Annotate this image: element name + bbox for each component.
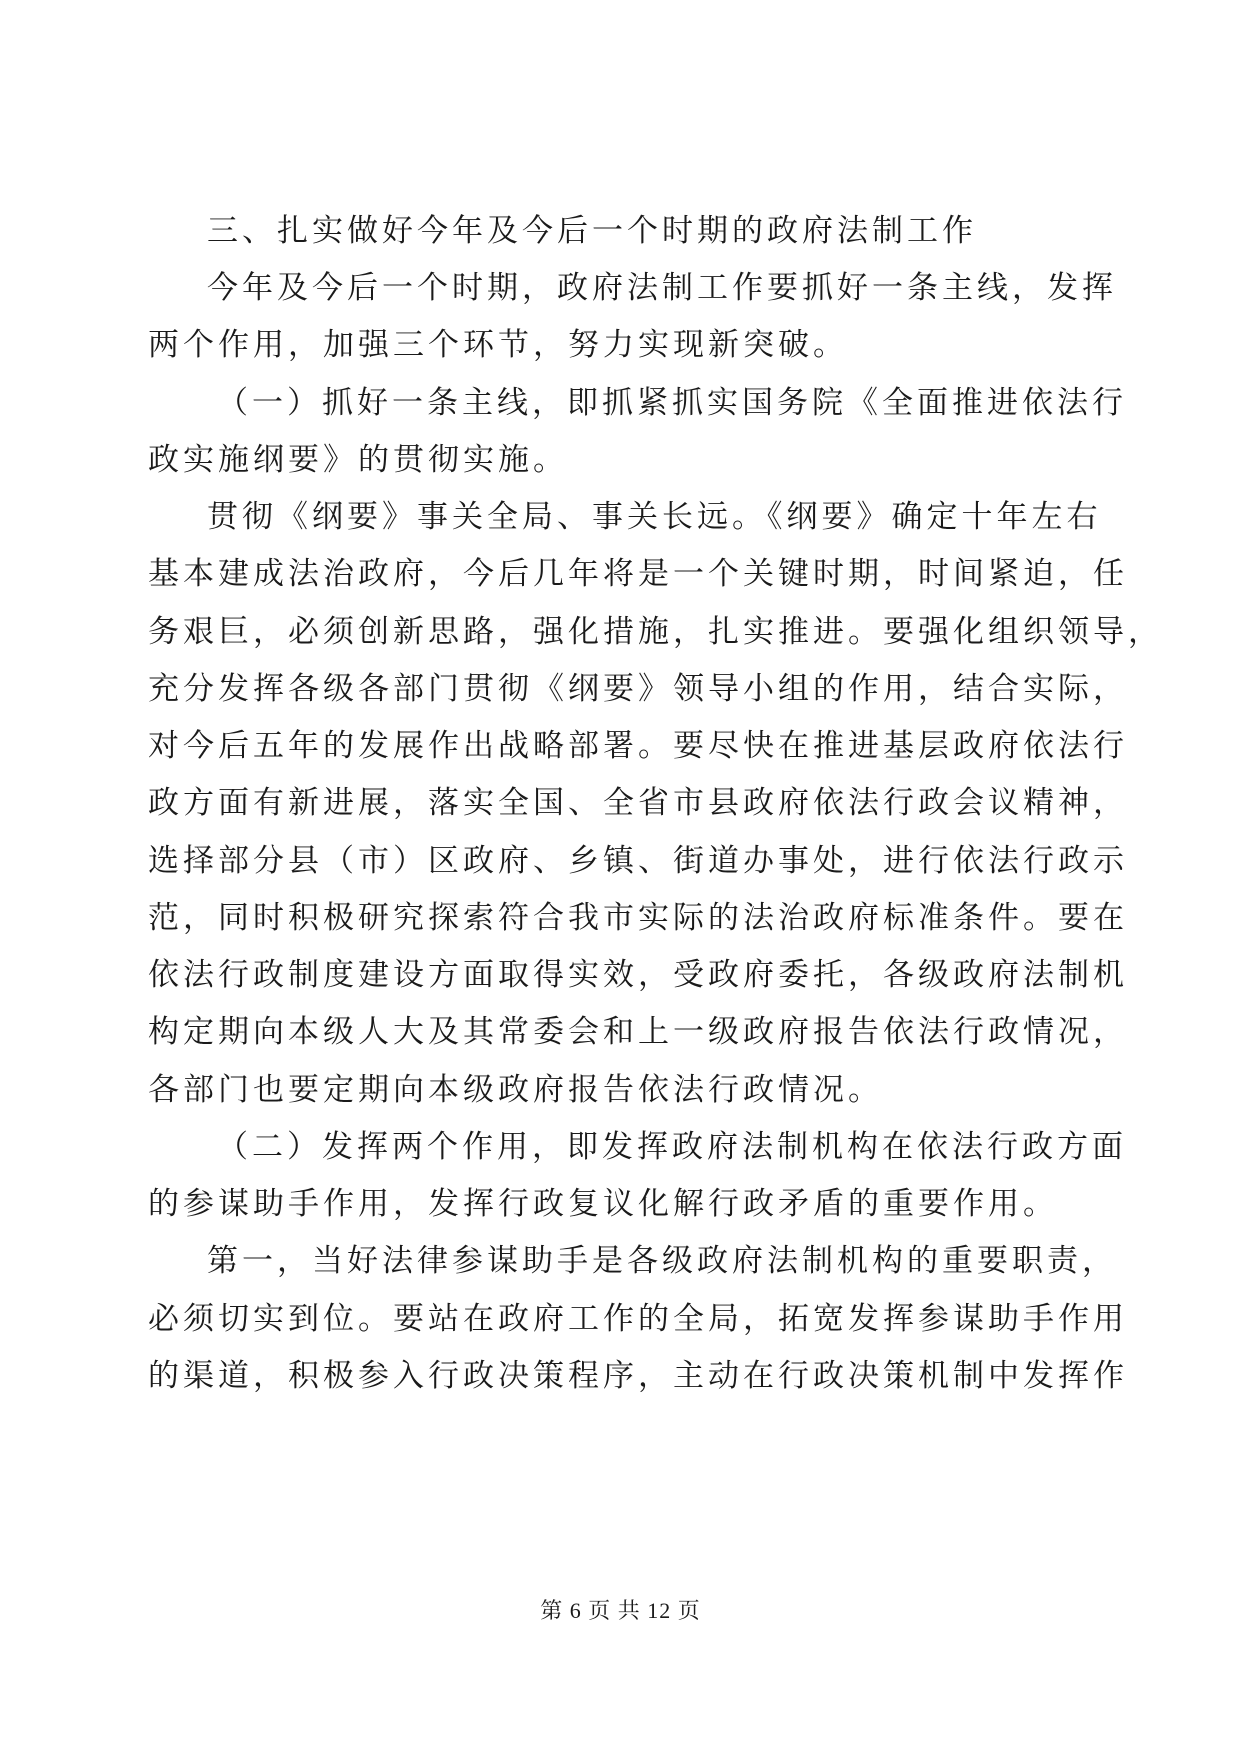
paragraph-line: 范，同时积极研究探索符合我市实际的法治政府标准条件。要在	[148, 900, 1128, 936]
paragraph-line: 基本建成法治政府，今后几年将是一个关键时期，时间紧迫，任	[148, 556, 1128, 592]
paragraph-line: 第一，当好法律参谋助手是各级政府法制机构的重要职责，	[207, 1243, 1117, 1279]
paragraph-line: 充分发挥各级各部门贯彻《纲要》领导小组的作用，结合实际，	[148, 671, 1128, 707]
paragraph-line: 对今后五年的发展作出战略部署。要尽快在推进基层政府依法行	[148, 728, 1128, 764]
paragraph-line: 今年及今后一个时期，政府法制工作要抓好一条主线，发挥	[207, 270, 1117, 306]
paragraph-line: 两个作用，加强三个环节，努力实现新突破。	[148, 327, 848, 363]
paragraph-line: 务艰巨，必须创新思路，强化措施，扎实推进。要强化组织领导，	[148, 614, 1163, 650]
paragraph-line: 选择部分县（市）区政府、乡镇、街道办事处，进行依法行政示	[148, 843, 1128, 879]
paragraph-line: （二）发挥两个作用，即发挥政府法制机构在依法行政方面	[217, 1129, 1127, 1165]
paragraph-line: 的参谋助手作用，发挥行政复议化解行政矛盾的重要作用。	[148, 1186, 1058, 1222]
paragraph-line: 构定期向本级人大及其常委会和上一级政府报告依法行政情况，	[148, 1014, 1128, 1050]
section-heading: 三、扎实做好今年及今后一个时期的政府法制工作	[207, 213, 977, 249]
paragraph-line: 必须切实到位。要站在政府工作的全局，拓宽发挥参谋助手作用	[148, 1301, 1128, 1337]
paragraph-line: 依法行政制度建设方面取得实效，受政府委托，各级政府法制机	[148, 957, 1128, 993]
paragraph-line: 各部门也要定期向本级政府报告依法行政情况。	[148, 1072, 883, 1108]
paragraph-line: 政方面有新进展，落实全国、全省市县政府依法行政会议精神，	[148, 785, 1128, 821]
paragraph-line: （一）抓好一条主线，即抓紧抓实国务院《全面推进依法行	[217, 385, 1127, 421]
paragraph-line: 政实施纲要》的贯彻实施。	[148, 442, 568, 478]
paragraph-line: 贯彻《纲要》事关全局、事关长远。《纲要》确定十年左右	[207, 499, 1102, 535]
page-number: 第 6 页 共 12 页	[540, 1598, 701, 1623]
paragraph-line: 的渠道，积极参入行政决策程序，主动在行政决策机制中发挥作	[148, 1358, 1128, 1394]
